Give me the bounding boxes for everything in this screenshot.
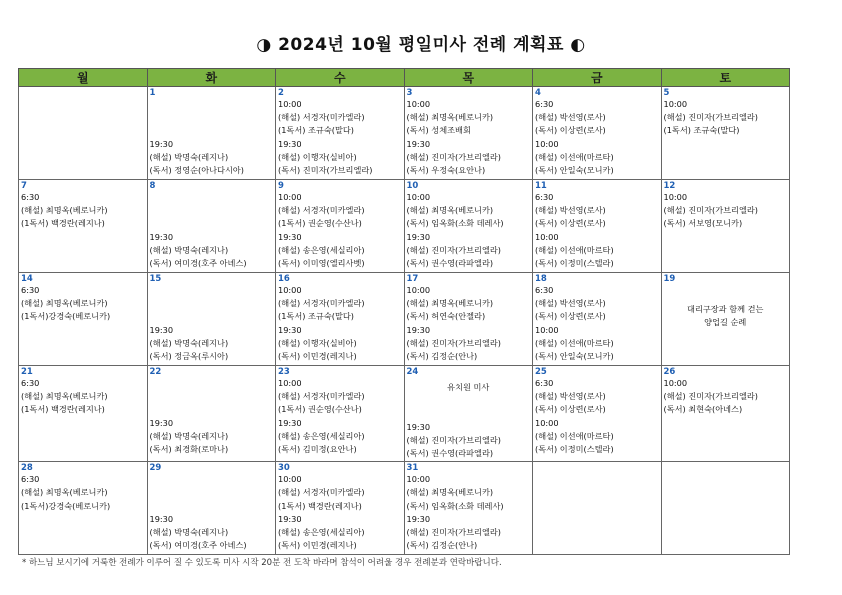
schedule-line: (1독서)강경숙(베로니카) <box>21 311 111 322</box>
spacer <box>150 403 274 416</box>
schedule-line: 10:00 <box>278 99 302 109</box>
schedule-line: 6:30 <box>21 285 40 295</box>
schedule-line: 6:30 <box>21 378 40 388</box>
spacer <box>150 191 274 204</box>
day-number: 21 <box>21 367 33 377</box>
schedule-line: (해설) 이선애(마르타) <box>535 430 614 441</box>
schedule-line: (독서) 이민경(레지나) <box>278 540 357 551</box>
day-number: 11 <box>535 181 547 191</box>
schedule-line: 6:30 <box>535 378 554 388</box>
day-cell <box>661 87 790 180</box>
schedule-line: (해설) 최명옥(베로니카) <box>406 112 494 123</box>
schedule-line: (독서) 여미경(호주 아녜스) <box>149 540 247 551</box>
schedule-line: (해설) 서경자(미카엘라) <box>278 298 365 309</box>
day-number: 22 <box>149 367 162 377</box>
schedule-line: (해설) 진미자(가브리엘라) <box>406 337 501 348</box>
schedule-line: (독서) 이상련(로사) <box>535 218 606 229</box>
schedule-line: 19:30 <box>149 324 174 335</box>
schedule-line: (독서) 정금옥(루시아) <box>149 351 229 362</box>
day-cell <box>404 87 533 180</box>
day-number: 16 <box>278 274 290 284</box>
schedule-line: (독서) 권수영(라파엘라) <box>406 448 494 459</box>
schedule-line: (해설) 박명숙(레지나) <box>149 430 229 441</box>
schedule-line: 10:00 <box>663 378 688 388</box>
event-note: 유치원 미사 <box>447 382 490 392</box>
day-number: 30 <box>278 463 290 474</box>
day-cell <box>276 180 405 273</box>
schedule-line: (독서) 우정숙(요안나) <box>406 165 486 176</box>
day-cell <box>533 366 662 462</box>
schedule-line: (독서) 권수영(라파엘라) <box>406 258 494 269</box>
schedule-line: (독서) 진미자(가브리엘라) <box>278 165 373 176</box>
day-number: 15 <box>149 274 162 284</box>
schedule-line: 6:30 <box>21 474 40 485</box>
spacer <box>150 111 274 124</box>
schedule-line: (해설) 박선영(로사) <box>535 112 606 123</box>
day-cell <box>147 87 276 180</box>
day-cell <box>404 462 533 555</box>
day-number: 25 <box>535 367 547 377</box>
day-number: 19 <box>663 274 676 284</box>
schedule-line: (독서) 임옥화(소화 데레사) <box>406 218 504 229</box>
schedule-line: (해설) 진미자(가브리엘라) <box>663 112 758 123</box>
schedule-line: (해설) 최명옥(베로니카) <box>21 298 108 309</box>
week-row <box>19 180 790 273</box>
schedule-line: (독서) 김정순(안나) <box>406 540 478 551</box>
schedule-line: (해설) 이선애(마르타) <box>535 244 614 255</box>
schedule-line: (1독서) 권순영(수산나) <box>278 218 362 229</box>
day-cell <box>19 273 148 366</box>
schedule-line: 10:00 <box>535 417 559 428</box>
schedule-line: (해설) 박선영(로사) <box>535 298 606 309</box>
spacer <box>150 297 274 310</box>
schedule-line: (1독서) 조규숙(말다) <box>663 125 740 136</box>
schedule-line <box>407 394 531 407</box>
schedule-line: 10:00 <box>535 231 559 242</box>
schedule-line: (해설) 이선애(마르타) <box>535 151 614 162</box>
spacer <box>150 217 274 230</box>
spacer <box>150 390 274 403</box>
day-number: 8 <box>149 181 156 191</box>
schedule-line: (해설) 박명숙(레지나) <box>149 151 229 162</box>
schedule-line: 10:00 <box>663 192 688 202</box>
schedule-line: (해설) 최명옥(베로니카) <box>21 487 108 498</box>
day-cell <box>404 366 533 462</box>
schedule-line: 19:30 <box>149 138 174 149</box>
schedule-line: (해설) 이선애(마르타) <box>535 337 614 348</box>
day-cell <box>533 273 662 366</box>
schedule-line: 6:30 <box>535 99 554 109</box>
schedule-line: (독서) 안일숙(모니카) <box>535 165 614 176</box>
event-note: 대리구장과 함께 걷는 <box>687 304 764 315</box>
schedule-line: (독서) 정영순(아나다시아) <box>149 165 244 176</box>
schedule-line: 19:30 <box>406 324 431 335</box>
spacer <box>150 204 274 217</box>
spacer <box>150 473 274 486</box>
day-number: 4 <box>535 88 541 98</box>
day-cell <box>276 462 405 555</box>
schedule-line: 19:30 <box>278 231 302 242</box>
schedule-line: (해설) 박명숙(레지나) <box>149 527 229 538</box>
schedule-line: (해설) 진미자(가브리엘라) <box>406 434 501 445</box>
week-row <box>19 87 790 180</box>
day-cell <box>533 87 662 180</box>
schedule-line: 19:30 <box>406 231 431 242</box>
weekday-header: 월 <box>19 69 148 87</box>
schedule-line: (해설) 서경자(미카엘라) <box>278 487 365 498</box>
schedule-line: (1독서)강경숙(베로니카) <box>21 500 111 511</box>
day-number: 24 <box>406 367 419 377</box>
schedule-line: 19:30 <box>149 231 174 242</box>
week-row <box>19 273 790 366</box>
day-number: 17 <box>406 274 419 284</box>
schedule-line: (독서) 최현숙(아녜스) <box>663 404 743 415</box>
schedule-line: (해설) 진미자(가브리엘라) <box>406 527 501 538</box>
schedule-line: (해설) 최명옥(베로니카) <box>21 205 108 216</box>
day-cell <box>19 180 148 273</box>
schedule-line: (해설) 최명옥(베로니카) <box>406 205 494 216</box>
day-number: 14 <box>21 274 33 284</box>
day-cell <box>147 273 276 366</box>
schedule-line: 10:00 <box>278 285 302 295</box>
schedule-line: (독서) 이상련(로사) <box>535 125 606 136</box>
day-number: 12 <box>663 181 676 191</box>
spacer <box>664 284 788 297</box>
schedule-line: (해설) 송은영(세실리아) <box>278 430 365 441</box>
schedule-line: (해설) 서경자(미카엘라) <box>278 205 365 216</box>
schedule-line: 6:30 <box>21 192 40 202</box>
schedule-line: (독서) 이상련(로사) <box>535 404 606 415</box>
weekday-header: 목 <box>404 69 533 87</box>
weekday-header: 금 <box>533 69 662 87</box>
schedule-line: (독서) 이미영(엘리사벳) <box>278 258 365 269</box>
day-cell <box>404 273 533 366</box>
day-number: 10 <box>406 181 419 191</box>
day-number: 18 <box>535 274 547 284</box>
day-number: 26 <box>663 367 676 377</box>
day-cell <box>19 87 148 180</box>
schedule-line: (해설) 박명숙(레지나) <box>149 337 229 348</box>
schedule-line: 10:00 <box>406 99 431 109</box>
schedule-line: 10:00 <box>278 378 302 388</box>
schedule-line: (해설) 박명숙(레지나) <box>149 244 229 255</box>
page-title: ◑ 2024년 10월 평일미사 전례 계획표 ◐ <box>256 35 586 55</box>
schedule-line: 19:30 <box>278 417 302 428</box>
schedule-line: 6:30 <box>535 192 554 202</box>
day-number: 5 <box>663 88 670 98</box>
day-number: 7 <box>21 181 27 191</box>
schedule-line: 10:00 <box>278 192 302 202</box>
schedule-line: 6:30 <box>535 285 554 295</box>
schedule-line: (해설) 최명옥(베로니카) <box>406 487 494 498</box>
schedule-line: (독서) 성체조배회 <box>406 125 471 136</box>
schedule-line: (해설) 최명옥(베로니카) <box>406 298 494 309</box>
schedule-line: (해설) 서경자(미카엘라) <box>278 112 365 123</box>
day-number: 2 <box>278 88 284 98</box>
schedule-line: (1독서) 조규숙(말다) <box>278 125 354 136</box>
day-cell <box>276 273 405 366</box>
schedule-line: 10:00 <box>406 474 431 485</box>
schedule-line: (해설) 진미자(가브리엘라) <box>406 151 501 162</box>
schedule-line: (1독서) 권순영(수산나) <box>278 404 362 415</box>
week-row <box>19 462 790 555</box>
schedule-line: 19:30 <box>278 138 302 149</box>
day-cell <box>661 180 790 273</box>
day-number: 23 <box>278 367 290 377</box>
schedule-line: (독서) 김미정(요안나) <box>278 444 357 455</box>
event-note: 양업길 순례 <box>704 317 747 328</box>
schedule-line: (독서) 서보영(모니카) <box>663 218 743 229</box>
day-cell <box>661 273 790 366</box>
schedule-line: (1독서) 백경란(레지나) <box>21 404 105 415</box>
spacer <box>150 284 274 297</box>
spacer <box>150 310 274 323</box>
spacer <box>150 124 274 137</box>
schedule-line: 10:00 <box>406 285 431 295</box>
calendar-table <box>18 68 790 555</box>
spacer <box>150 500 274 513</box>
schedule-line: (해설) 박선영(로사) <box>535 205 606 216</box>
schedule-line: (독서) 안일숙(모니카) <box>535 351 614 362</box>
day-cell <box>19 366 148 462</box>
schedule-line <box>407 407 531 420</box>
spacer <box>150 486 274 499</box>
schedule-line: 10:00 <box>535 138 559 149</box>
weekday-header: 화 <box>147 69 276 87</box>
schedule-line: (독서) 여미경(호주 아녜스) <box>149 258 247 269</box>
schedule-line: 19:30 <box>406 421 431 432</box>
weekday-header: 수 <box>276 69 405 87</box>
schedule-line: (1독서) 조규숙(말다) <box>278 311 354 322</box>
schedule-line: (독서) 최경화(로마나) <box>149 444 229 455</box>
schedule-line: (해설) 진미자(가브리엘라) <box>406 244 501 255</box>
schedule-line: 19:30 <box>406 138 431 149</box>
footnote: * 하느님 보시기에 거룩한 전례가 이루어 질 수 있도록 미사 시작 20분 전 도착 바라며 참석이 어려울 경우 전례분과 연락바랍니다. <box>22 558 502 568</box>
weekday-header-row <box>19 69 790 87</box>
schedule-line: (독서) 김정순(안나) <box>406 351 478 362</box>
schedule-line: 19:30 <box>278 513 302 524</box>
weekday-header: 토 <box>661 69 790 87</box>
day-cell <box>147 366 276 462</box>
day-cell <box>533 180 662 273</box>
schedule-line: (해설) 진미자(가브리엘라) <box>663 205 758 216</box>
schedule-line: 19:30 <box>149 417 174 428</box>
schedule-line: 19:30 <box>278 324 302 335</box>
schedule-line: 19:30 <box>149 513 174 524</box>
day-cell <box>147 180 276 273</box>
day-cell <box>661 462 790 555</box>
day-number: 28 <box>21 463 33 474</box>
schedule-line: (해설) 송은영(세실리아) <box>278 527 365 538</box>
schedule-line: 10:00 <box>278 474 302 485</box>
day-cell <box>147 462 276 555</box>
schedule-line: (1독서) 백경란(레지나) <box>21 218 105 229</box>
schedule-line: (독서) 이상련(로사) <box>535 311 606 322</box>
schedule-line: (독서) 임옥화(소화 데레사) <box>406 500 504 511</box>
schedule-line: (독서) 이정미(스텔라) <box>535 444 614 455</box>
day-cell <box>19 462 148 555</box>
schedule-line: (해설) 최명옥(베로니카) <box>21 391 108 402</box>
schedule-line: (해설) 박선영(로사) <box>535 391 606 402</box>
spacer <box>150 377 274 390</box>
schedule-line: 10:00 <box>535 324 559 335</box>
day-number: 3 <box>406 88 413 98</box>
spacer <box>150 98 274 111</box>
day-number: 1 <box>149 88 156 98</box>
schedule-line: (해설) 송은영(세실리아) <box>278 244 365 255</box>
schedule-line: (독서) 이민경(레지나) <box>278 351 357 362</box>
schedule-line: 19:30 <box>406 513 431 524</box>
day-number: 29 <box>149 463 162 474</box>
day-number: 31 <box>406 463 419 474</box>
schedule-line: (해설) 이행자(실비아) <box>278 151 357 162</box>
schedule-line: 10:00 <box>406 192 431 202</box>
schedule-line: (해설) 이행자(실비아) <box>278 337 357 348</box>
schedule-line: (1독서) 백경란(레지나) <box>278 500 362 511</box>
week-row <box>19 366 790 462</box>
day-cell <box>276 87 405 180</box>
day-cell <box>404 180 533 273</box>
day-cell <box>661 366 790 462</box>
schedule-line: (독서) 허연숙(안젤라) <box>406 311 486 322</box>
schedule-line: (해설) 진미자(가브리엘라) <box>663 391 758 402</box>
day-cell <box>276 366 405 462</box>
day-number: 9 <box>278 181 284 191</box>
day-cell <box>533 462 662 555</box>
schedule-line: (독서) 이정미(스텔라) <box>535 258 614 269</box>
schedule-line: (해설) 서경자(미카엘라) <box>278 391 365 402</box>
schedule-line: 10:00 <box>663 99 688 109</box>
